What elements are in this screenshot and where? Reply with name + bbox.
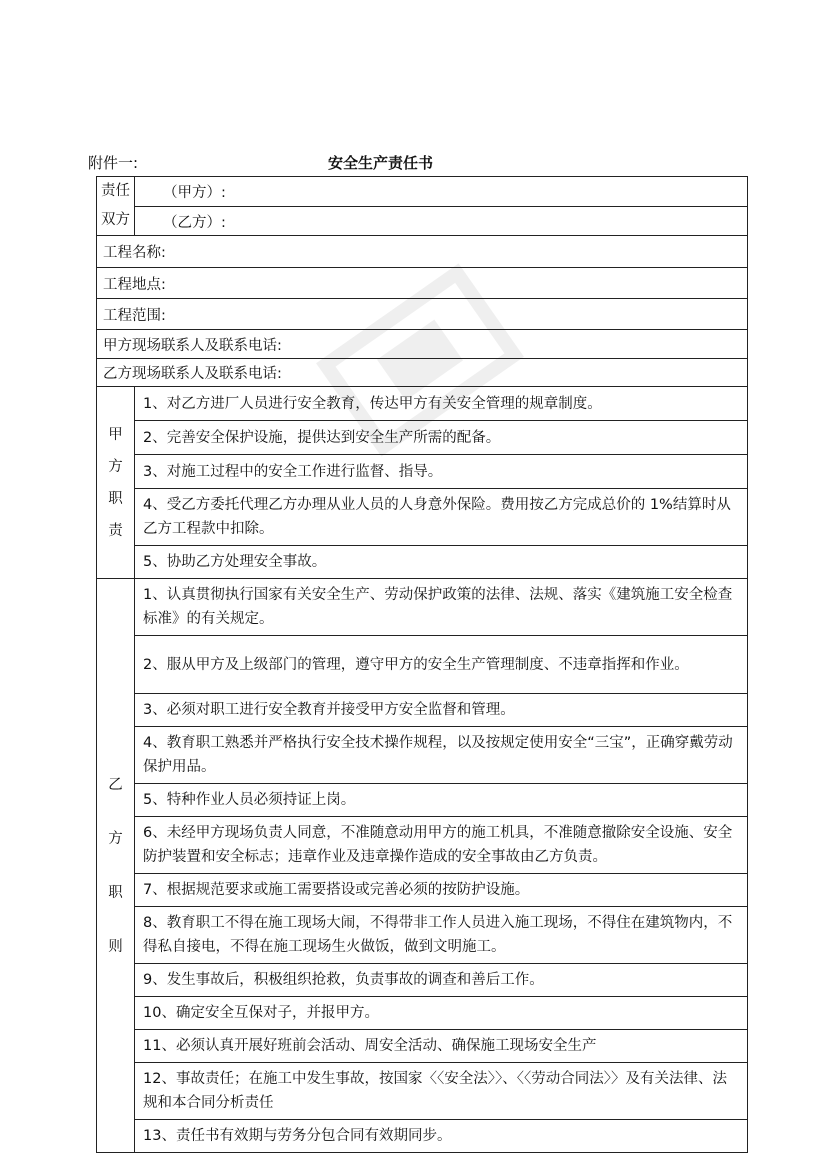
party-b-field[interactable]: （乙方）: <box>135 207 748 236</box>
party-b-contact-field[interactable]: 乙方现场联系人及联系电话: <box>97 359 748 387</box>
party-b-duties-char: 乙 <box>108 776 123 793</box>
parties-label-line1: 责任 <box>101 183 130 199</box>
party-a-duties-char: 甲 <box>108 426 123 443</box>
party-a-duties-char: 职 <box>108 490 123 507</box>
attachment-label: 附件一: <box>88 154 139 172</box>
party-b-duty-item: 12、事故责任；在施工中发生事故，按国家〈〈安全法〉〉、〈〈劳动合同法〉〉及有关法律、法规和本合同分析责任 <box>135 1063 748 1120</box>
party-b-duty-item: 11、必须认真开展好班前会活动、周安全活动、确保施工现场安全生产 <box>135 1030 748 1063</box>
project-location-field[interactable]: 工程地点: <box>97 268 748 299</box>
party-a-duties-char: 方 <box>108 458 123 475</box>
responsibility-table <box>96 176 748 1153</box>
party-b-duty-item: 2、服从甲方及上级部门的管理，遵守甲方的安全生产管理制度、不违章指挥和作业。 <box>135 636 748 694</box>
party-b-duties-char: 职 <box>108 884 123 901</box>
parties-label-line2: 双方 <box>101 212 130 228</box>
party-a-duties-char: 责 <box>108 522 123 539</box>
document-title: 安全生产责任书 <box>328 154 434 172</box>
party-a-duty-item: 2、完善安全保护设施，提供达到安全生产所需的配备。 <box>135 421 748 455</box>
party-a-duty-item: 4、受乙方委托代理乙方办理从业人员的人身意外保险。费用按乙方完成总价的 1%结算时从乙方工程款中扣除。 <box>135 489 748 546</box>
party-b-duty-item: 1、认真贯彻执行国家有关安全生产、劳动保护政策的法律、法规、落实《建筑施工安全检查标准》的有关规定。 <box>135 579 748 636</box>
party-a-duty-item: 3、对施工过程中的安全工作进行监督、指导。 <box>135 455 748 489</box>
party-b-duty-item: 4、教育职工熟悉并严格执行安全技术操作规程，以及按规定使用安全“三宝”，正确穿戴劳动保护用品。 <box>135 727 748 784</box>
party-a-row <box>97 177 748 207</box>
party-b-duty-item: 8、教育职工不得在施工现场大闹，不得带非工作人员进入施工现场，不得住在建筑物内，不得私自接电，不得在施工现场生火做饭，做到文明施工。 <box>135 907 748 964</box>
party-a-duty-item: 5、协助乙方处理安全事故。 <box>135 546 748 579</box>
party-b-duty-item: 3、必须对职工进行安全教育并接受甲方安全监督和管理。 <box>135 694 748 727</box>
party-b-duty-item: 6、未经甲方现场负责人同意，不准随意动用甲方的施工机具，不准随意撤除安全设施、安全防护装置和安全标志；违章作业及违章操作造成的安全事故由乙方负责。 <box>135 817 748 874</box>
party-b-duties-char: 方 <box>108 830 123 847</box>
party-b-duty-item: 7、根据规范要求或施工需要搭设或完善必须的按防护设施。 <box>135 874 748 907</box>
party-a-contact-field[interactable]: 甲方现场联系人及联系电话: <box>97 330 748 359</box>
party-b-duty-item: 13、责任书有效期与劳务分包合同有效期同步。 <box>135 1120 748 1153</box>
party-b-duty-item: 5、特种作业人员必须持证上岗。 <box>135 784 748 817</box>
party-b-duty-item: 9、发生事故后，积极组织抢救，负责事故的调查和善后工作。 <box>135 964 748 997</box>
party-b-duties-label <box>97 579 135 1153</box>
party-b-row <box>97 207 748 236</box>
party-a-duty-item: 1、对乙方进厂人员进行安全教育，传达甲方有关安全管理的规章制度。 <box>135 387 748 421</box>
header-row <box>88 152 748 174</box>
party-a-duties-label <box>97 387 135 579</box>
parties-label <box>97 177 135 236</box>
project-name-field[interactable]: 工程名称: <box>97 236 748 268</box>
party-b-duties-char: 则 <box>108 938 123 955</box>
party-a-field[interactable]: （甲方）: <box>135 177 748 207</box>
project-scope-field[interactable]: 工程范围: <box>97 299 748 330</box>
party-b-duty-item: 10、确定安全互保对子，并报甲方。 <box>135 997 748 1030</box>
